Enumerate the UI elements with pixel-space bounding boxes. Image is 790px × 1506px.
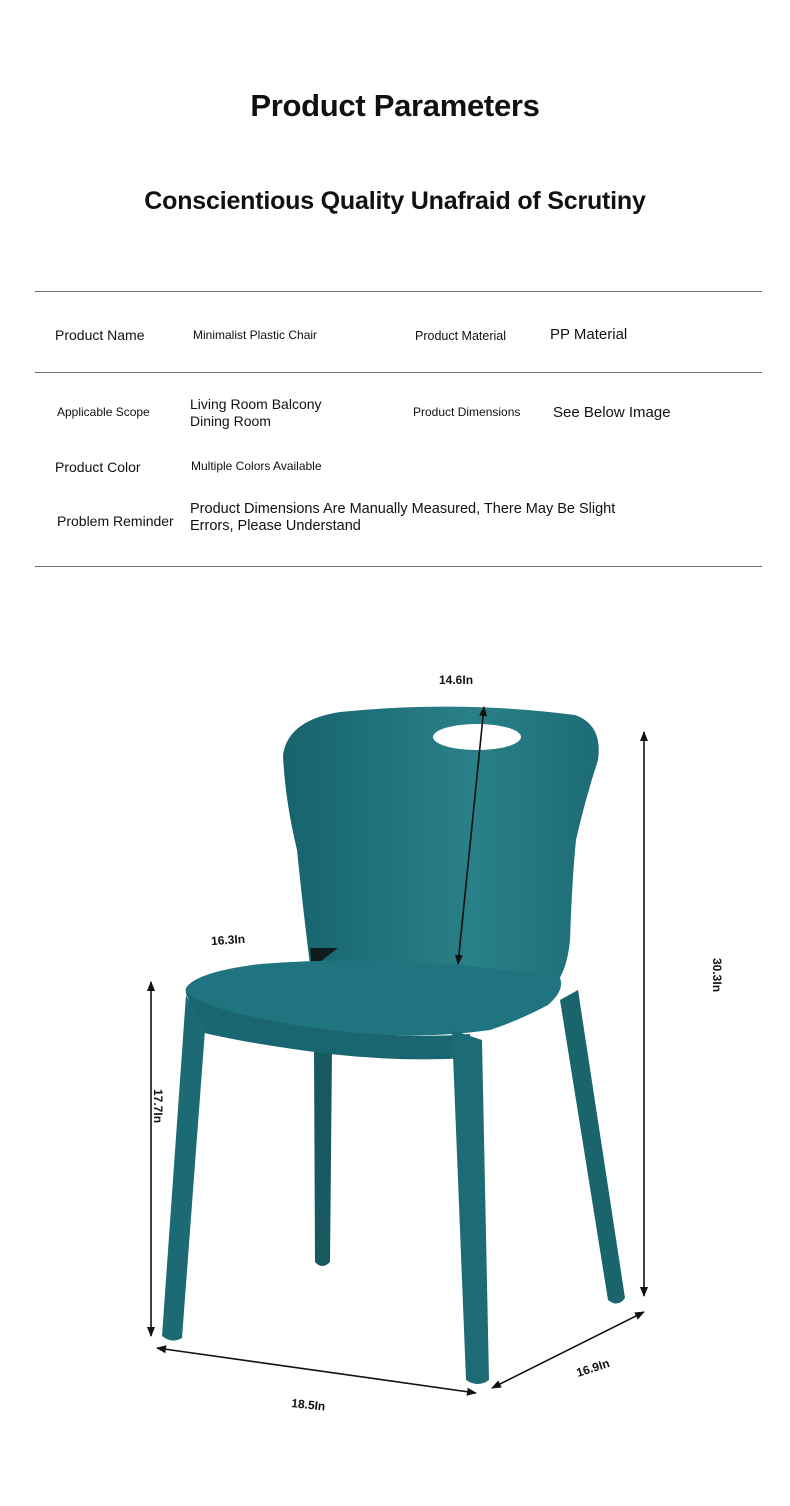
chair-handle-hole: [433, 724, 521, 750]
side-depth-arrow: [492, 1312, 644, 1388]
problem-reminder-label: Problem Reminder: [57, 513, 174, 529]
front-width-label: 18.5In: [290, 1396, 326, 1414]
applicable-scope-line-1: Living Room Balcony: [190, 396, 322, 412]
side-depth-label: 16.9In: [574, 1356, 612, 1380]
seat-depth-label: 16.3In: [210, 931, 246, 949]
product-name-label: Product Name: [55, 327, 145, 343]
product-color-label: Product Color: [55, 459, 141, 475]
product-color-value: Multiple Colors Available: [191, 459, 322, 473]
chair-front-leg-left: [162, 995, 205, 1341]
problem-reminder-line-2: Errors, Please Understand: [190, 518, 361, 534]
product-material-value: PP Material: [550, 326, 628, 343]
applicable-scope-line-2: Dining Room: [190, 413, 271, 429]
chair-back-leg-right: [560, 990, 625, 1304]
back-width-label: 14.6In: [439, 673, 474, 687]
problem-reminder-line-1: Product Dimensions Are Manually Measured, There May Be Slight: [190, 501, 616, 517]
chair-front-leg-right: [452, 1030, 489, 1384]
product-material-label: Product Material: [415, 329, 507, 343]
total-height-label: 30.3In: [710, 958, 724, 993]
applicable-scope-label: Applicable Scope: [57, 405, 150, 419]
chair-illustration: [162, 707, 625, 1384]
page-subtitle: Conscientious Quality Unafraid of Scrutiny: [144, 187, 646, 215]
front-width-arrow: [157, 1348, 476, 1393]
seat-height-label: 17.7In: [151, 1089, 165, 1124]
product-dimensions-label: Product Dimensions: [413, 405, 521, 419]
chair-backrest: [283, 707, 599, 990]
product-name-value: Minimalist Plastic Chair: [193, 328, 318, 342]
page-title: Product Parameters: [250, 88, 540, 123]
product-dimensions-value: See Below Image: [553, 404, 671, 421]
chair-back-leg-left: [314, 1050, 332, 1266]
